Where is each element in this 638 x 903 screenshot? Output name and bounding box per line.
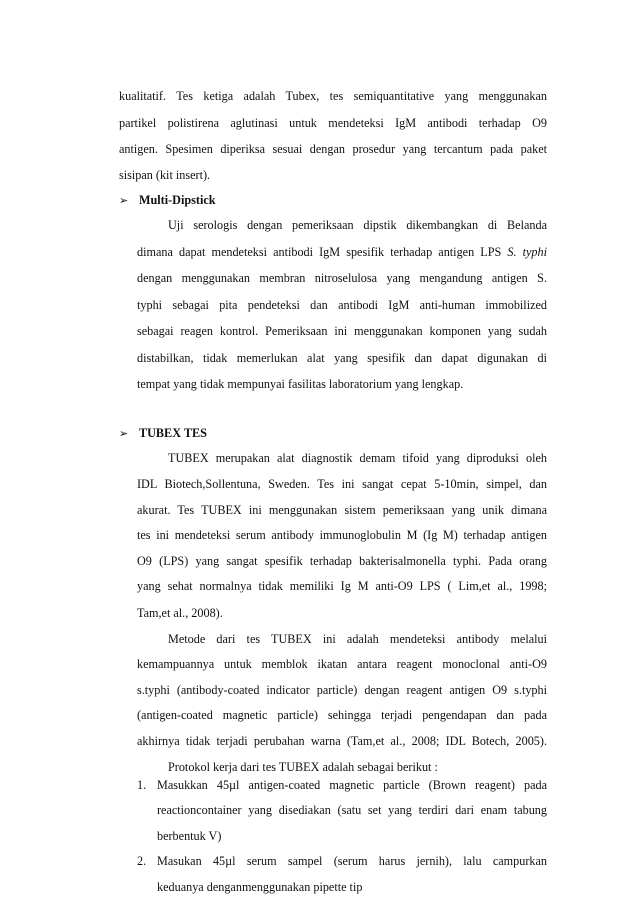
heading-text: TUBEX TES <box>139 425 207 440</box>
paragraph-line: partikel polistirena aglutinasi untuk mendeteksi IgM antibodi terhadap O9 <box>119 115 547 130</box>
step-line: Masukan 45µl serum sampel (serum harus jernih), lalu campurkan <box>157 854 547 869</box>
paragraph-line: akurat. Tes TUBEX ini menggunakan sistem pemeriksaan yang unik dimana <box>137 502 547 517</box>
paragraph-line: Protokol kerja dari tes TUBEX adalah sebagai berikut : <box>168 759 438 774</box>
step-line: reactioncontainer yang disediakan (satu set yang terdiri dari enam tabung <box>157 803 547 818</box>
step-line: keduanya denganmenggunakan pipette tip <box>157 880 363 894</box>
paragraph-line: Tam,et al., 2008). <box>137 605 223 620</box>
step-line: Masukkan 45µl antigen-coated magnetic particle (Brown reagent) pada <box>157 777 547 792</box>
paragraph-line: sisipan (kit insert). <box>119 167 211 182</box>
step-line: berbentuk V) <box>157 828 222 843</box>
paragraph-line: O9 (LPS) yang sangat spesifik terhadap bakterisalmonella typhi. Pada orang <box>137 553 547 568</box>
paragraph-line: Metode dari tes TUBEX ini adalah mendeteksi antibody melalui <box>168 631 547 646</box>
paragraph-line: sebagai reagen kontrol. Pemeriksaan ini menggunakan komponen yang sudah <box>137 324 547 339</box>
paragraph-line: TUBEX merupakan alat diagnostik demam tifoid yang diproduksi oleh <box>168 451 547 466</box>
paragraph-line: tes ini mendeteksi serum antibody immunoglobulin M (Ig M) terhadap antigen <box>137 528 547 543</box>
paragraph-line: dengan menggunakan membran nitroselulosa yang mengandung antigen S. <box>137 271 547 286</box>
paragraph-line: IDL Biotech,Sollentuna, Sweden. Tes ini sangat cepat 5-10min, simpel, dan <box>137 476 547 491</box>
paragraph-line <box>137 244 547 260</box>
section-heading-tubex <box>119 425 207 442</box>
step-number: 1. <box>137 777 147 792</box>
paragraph-line: (antigen-coated magnetic particle) sehingga terjadi pengendapan dan pada <box>137 708 547 723</box>
paragraph-line: tempat yang tidak mempunyai fasilitas laboratorium yang lengkap. <box>137 377 464 392</box>
arrow-bullet-icon: ➢ <box>119 194 129 208</box>
paragraph-line: kemampuannya untuk memblok ikatan antara reagent monoclonal anti-O9 <box>137 657 547 672</box>
paragraph-line: yang sehat normalnya tidak memiliki Ig M anti-O9 LPS ( Lim,et al., 1998; <box>137 579 547 594</box>
italic-species: S. typhi <box>507 244 548 259</box>
paragraph-line: distabilkan, tidak memerlukan alat yang spesifik dan dapat digunakan di <box>137 350 547 365</box>
paragraph-line: Uji serologis dengan pemeriksaan dipstik dikembangkan di Belanda <box>168 217 547 232</box>
step-number: 2. <box>137 854 147 869</box>
arrow-bullet-icon: ➢ <box>119 426 129 440</box>
text-run: dimana dapat mendeteksi antibodi IgM spesifik terhadap antigen LPS <box>137 244 502 259</box>
section-heading-multi-dipstick <box>119 192 216 209</box>
paragraph-line: typhi sebagai pita pendeteksi dan antibodi IgM anti-human immobilized <box>137 297 547 312</box>
heading-text: Multi-Dipstick <box>139 193 216 208</box>
paragraph-line: kualitatif. Tes ketiga adalah Tubex, tes semiquantitative yang menggunakan <box>119 89 547 103</box>
paragraph-line: s.typhi (antibody-coated indicator particle) dengan reagent antigen O9 s.typhi <box>137 682 547 697</box>
paragraph-line: akhirnya tidak terjadi perubahan warna (Tam,et al., 2008; IDL Botech, 2005). <box>137 733 547 748</box>
paragraph-line: antigen. Spesimen diperiksa sesuai dengan prosedur yang tercantum pada paket <box>119 142 547 157</box>
